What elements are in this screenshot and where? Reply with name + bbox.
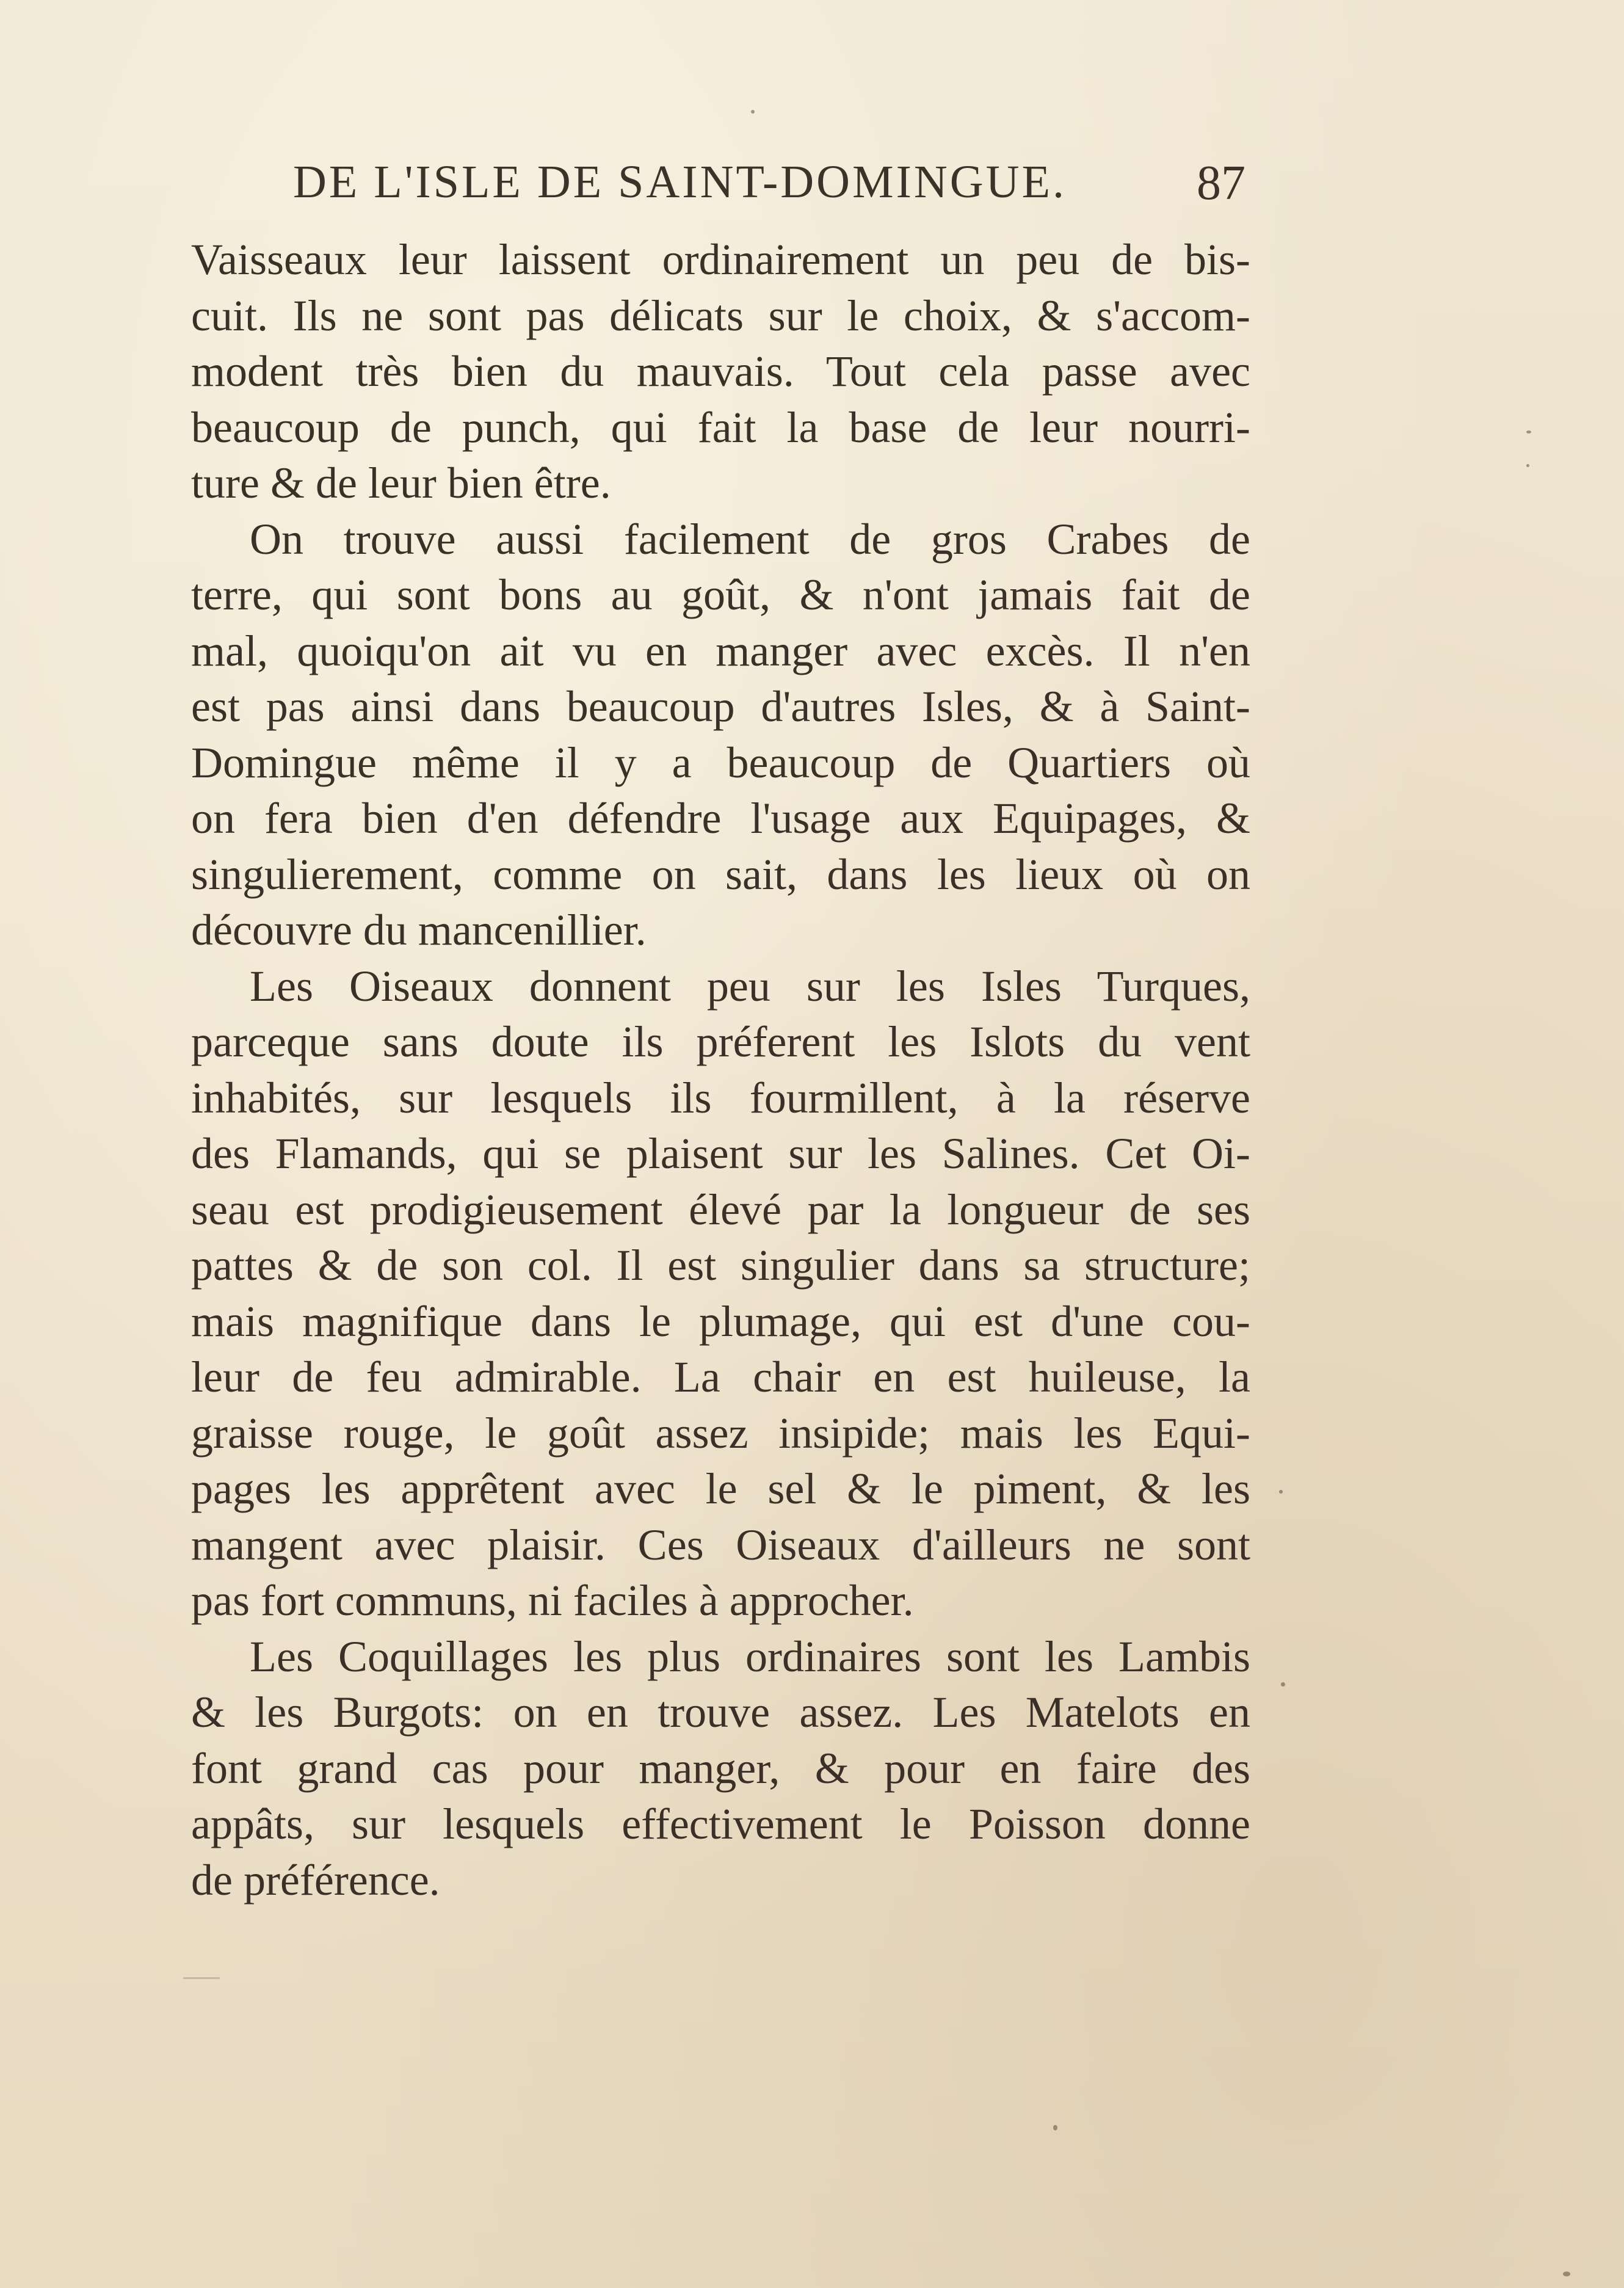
paper-speck	[1142, 1209, 1153, 1211]
paragraph-2	[191, 512, 1250, 959]
paper-speck	[751, 110, 755, 114]
text-line: appâts, sur lesquels effectivement le Poisson donne	[191, 1800, 1250, 1848]
text-line: Les Oiseaux donnent peu sur les Isles Turques,	[250, 961, 1250, 1011]
text-line: cuit. Ils ne sont pas délicats sur le choix, & s'accom-	[191, 291, 1250, 340]
text-line: inhabités, sur lesquels ils fourmillent, à la réserve	[191, 1073, 1250, 1122]
text-line: terre, qui sont bons au goût, & n'ont jamais fait de	[191, 570, 1250, 619]
paragraph-4	[191, 1629, 1250, 1909]
paper-speck	[1526, 464, 1529, 467]
paper-speck	[1281, 1682, 1285, 1687]
text-line: pas fort communs, ni faciles à approcher.	[191, 1576, 914, 1625]
text-line: On trouve aussi facilement de gros Crabes de	[250, 514, 1250, 564]
text-line: graisse rouge, le goût assez insipide; mais les Equi-	[191, 1408, 1250, 1458]
text-line: mais magnifique dans le plumage, qui est d'une cou-	[191, 1296, 1250, 1346]
text-line: ture & de leur bien être.	[191, 459, 611, 507]
paper-speck	[1279, 1490, 1283, 1494]
text-line: Vaisseaux leur laissent ordinairement un peu de bis-	[191, 235, 1250, 284]
running-title: DE L'ISLE DE SAINT-DOMINGUE.	[293, 156, 1067, 208]
text-line: Domingue même il y a beaucoup de Quartiers où	[191, 738, 1250, 787]
paper-speck	[1053, 2125, 1057, 2130]
text-line: des Flamands, qui se plaisent sur les Salines. Cet Oi-	[191, 1129, 1250, 1178]
text-line: est pas ainsi dans beaucoup d'autres Isles, & à Saint-	[191, 682, 1250, 731]
paragraph-3	[191, 959, 1250, 1629]
page-number: 87	[1197, 156, 1245, 210]
text-line: de préférence.	[191, 1855, 440, 1905]
text-line: découvre du mancenillier.	[191, 906, 647, 954]
body-text	[191, 232, 1250, 1908]
text-line: leur de feu admirable. La chair en est huileuse, la	[191, 1353, 1250, 1401]
text-line: parceque sans doute ils préferent les Islots du vent	[191, 1017, 1250, 1066]
paper-speck	[183, 1977, 220, 1979]
text-line: singulierement, comme on sait, dans les lieux où on	[191, 849, 1250, 899]
text-line: mangent avec plaisir. Ces Oiseaux d'ailleurs ne sont	[191, 1520, 1250, 1569]
text-line: on fera bien d'en défendre l'usage aux Equipages, &	[191, 794, 1250, 843]
paragraph-1	[191, 232, 1250, 512]
page-header	[293, 156, 1245, 223]
text-line: modent très bien du mauvais. Tout cela passe avec	[191, 347, 1250, 396]
paper-speck	[1563, 2272, 1570, 2276]
text-line: font grand cas pour manger, & pour en faire des	[191, 1743, 1250, 1793]
text-line: seau est prodigieusement élevé par la longueur de ses	[191, 1185, 1250, 1234]
text-line: pages les apprêtent avec le sel & le piment, & les	[191, 1464, 1250, 1513]
text-line: mal, quoiqu'on ait vu en manger avec excès. Il n'en	[191, 626, 1250, 675]
paper-speck	[1526, 430, 1531, 434]
text-line: & les Burgots: on en trouve assez. Les Matelots en	[191, 1688, 1250, 1737]
text-line: beaucoup de punch, qui fait la base de leur nourri-	[191, 402, 1250, 452]
text-line: pattes & de son col. Il est singulier dans sa structure;	[191, 1241, 1250, 1290]
text-line: Les Coquillages les plus ordinaires sont les Lambis	[250, 1632, 1250, 1681]
